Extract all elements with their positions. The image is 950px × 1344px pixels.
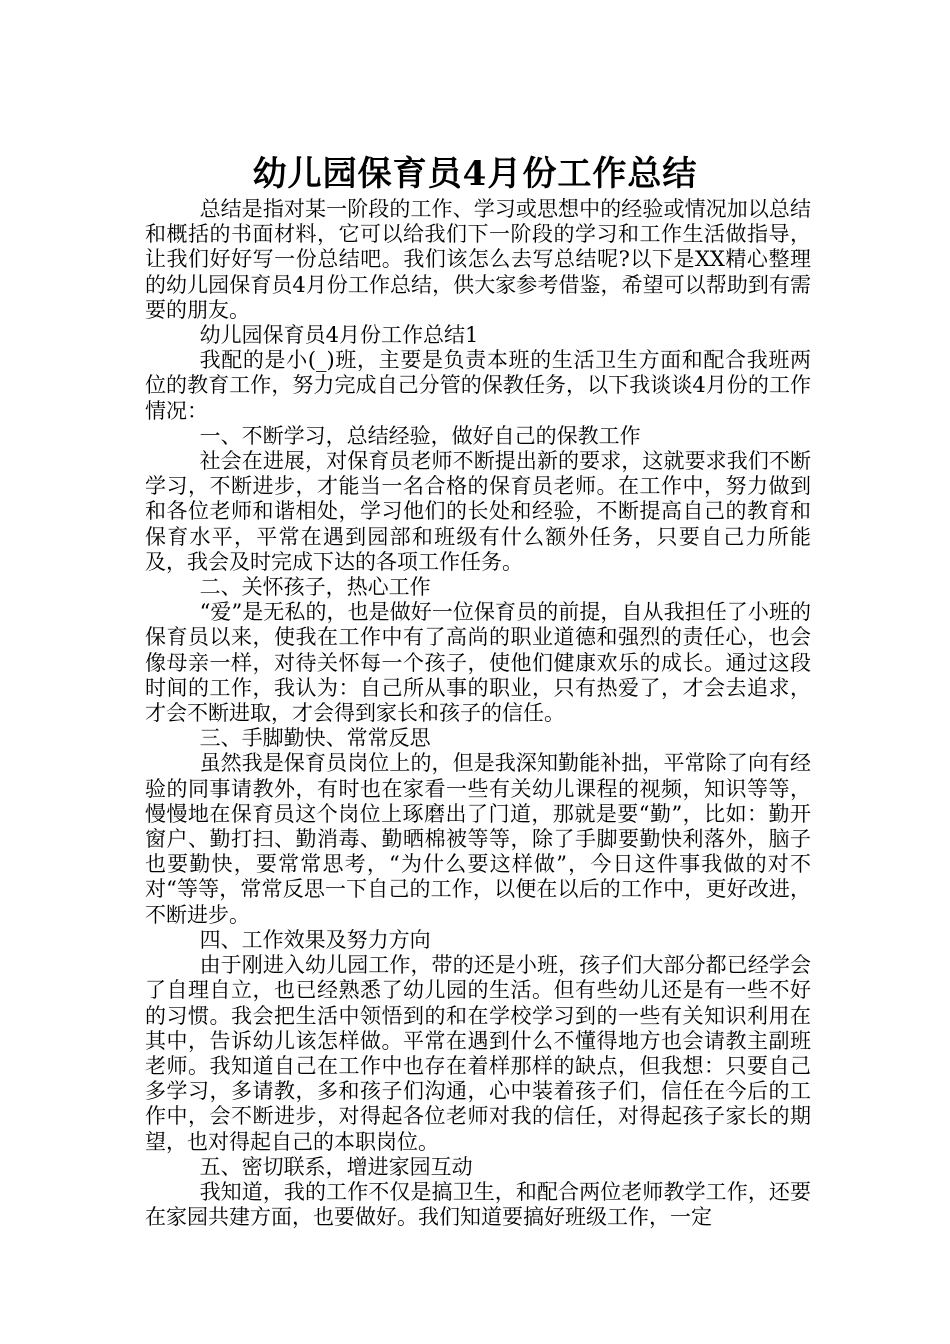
section-heading: 四、工作效果及努力方向 [199,927,431,952]
body-paragraph: 由于刚进入幼儿园工作，带的还是小班，孩子们大部分都已经学会了自理自立，也已经熟悉了幼儿园的生活。但有些幼儿还是有一些不好的习惯。我会把生活中领悟到的和在学校学习到的一些有关知识利用在其中，告诉幼儿该怎样做。平常在遇到什么不懂得地方也会请教主副班老师。我知道自己在工作中也存在着样那样的缺点，但我想：只要自己多学习，多请教，多和孩子们沟通，心中装着孩子们，信任在今后的工作中，会不断进步，对得起各位老师对我的信任，对得起孩子家长的期望，也对得起自己的本职岗位。 [145,953,811,1154]
section-heading: 二、关怀孩子，热心工作 [199,575,431,600]
intro-paragraph: 总结是指对某一阶段的工作、学习或思想中的经验或情况加以总结和概括的书面材料，它可以给我们下一阶段的学习和工作生活做指导，让我们好好写一份总结吧。我们该怎么去写总结呢?以下是XX精心整理的幼儿园保育员4月份工作总结，供大家参考借鉴，希望可以帮助到有需要的朋友。 [145,197,811,322]
section-heading: 五、密切联系，增进家园互动 [199,1154,473,1179]
body-paragraph: 社会在进展，对保育员老师不断提出新的要求，这就要求我们不断学习，不断进步，才能当一名合格的保育员老师。在工作中，努力做到和各位老师和谐相处，学习他们的长处和经验，不断提高自己的教育和保育水平，平常在遇到园部和班级有什么额外任务，只要自己力所能及，我会及时完成下达的各项工作任务。 [145,449,811,574]
body-paragraph: 我知道，我的工作不仅是搞卫生，和配合两位老师教学工作，还要在家园共建方面，也要做好。我们知道要搞好班级工作，一定 [145,1179,811,1230]
section-heading: 三、手脚勤快、常常反思 [199,726,431,751]
document-title: 幼儿园保育员4月份工作总结 [252,153,698,194]
body-paragraph: 虽然我是保育员岗位上的，但是我深知勤能补拙，平常除了向有经验的同事请教外，有时也在家看一些有关幼儿课程的视频，知识等等，慢慢地在保育员这个岗位上琢磨出了门道，那就是要“勤”，比如：勤开窗户、勤打扫、勤消毒、勤晒棉被等等，除了手脚要勤快利落外，脑子也要勤快，要常常思考，“为什么要这样做”，今日这件事我做的对不对“等等，常常反思一下自己的工作，以便在以后的工作中，更好改进，不断进步。 [145,751,811,927]
body-paragraph: 我配的是小(_)班，主要是负责本班的生活卫生方面和配合我班两位的教育工作，努力完成自己分管的保教任务，以下我谈谈4月份的工作情况： [145,348,811,423]
body-paragraph: “爱”是无私的，也是做好一位保育员的前提，自从我担任了小班的保育员以来，使我在工作中有了高尚的职业道德和强烈的责任心，也会像母亲一样，对待关怀每一个孩子，使他们健康欢乐的成长。通过这段时间的工作，我认为：自己所从事的职业，只有热爱了，才会去追求，才会不断进取，才会得到家长和孩子的信任。 [145,600,811,726]
section-title: 幼儿园保育员4月份工作总结1 [199,323,479,348]
document-body [145,197,811,1230]
section-heading: 一、不断学习，总结经验，做好自己的保教工作 [199,423,641,448]
